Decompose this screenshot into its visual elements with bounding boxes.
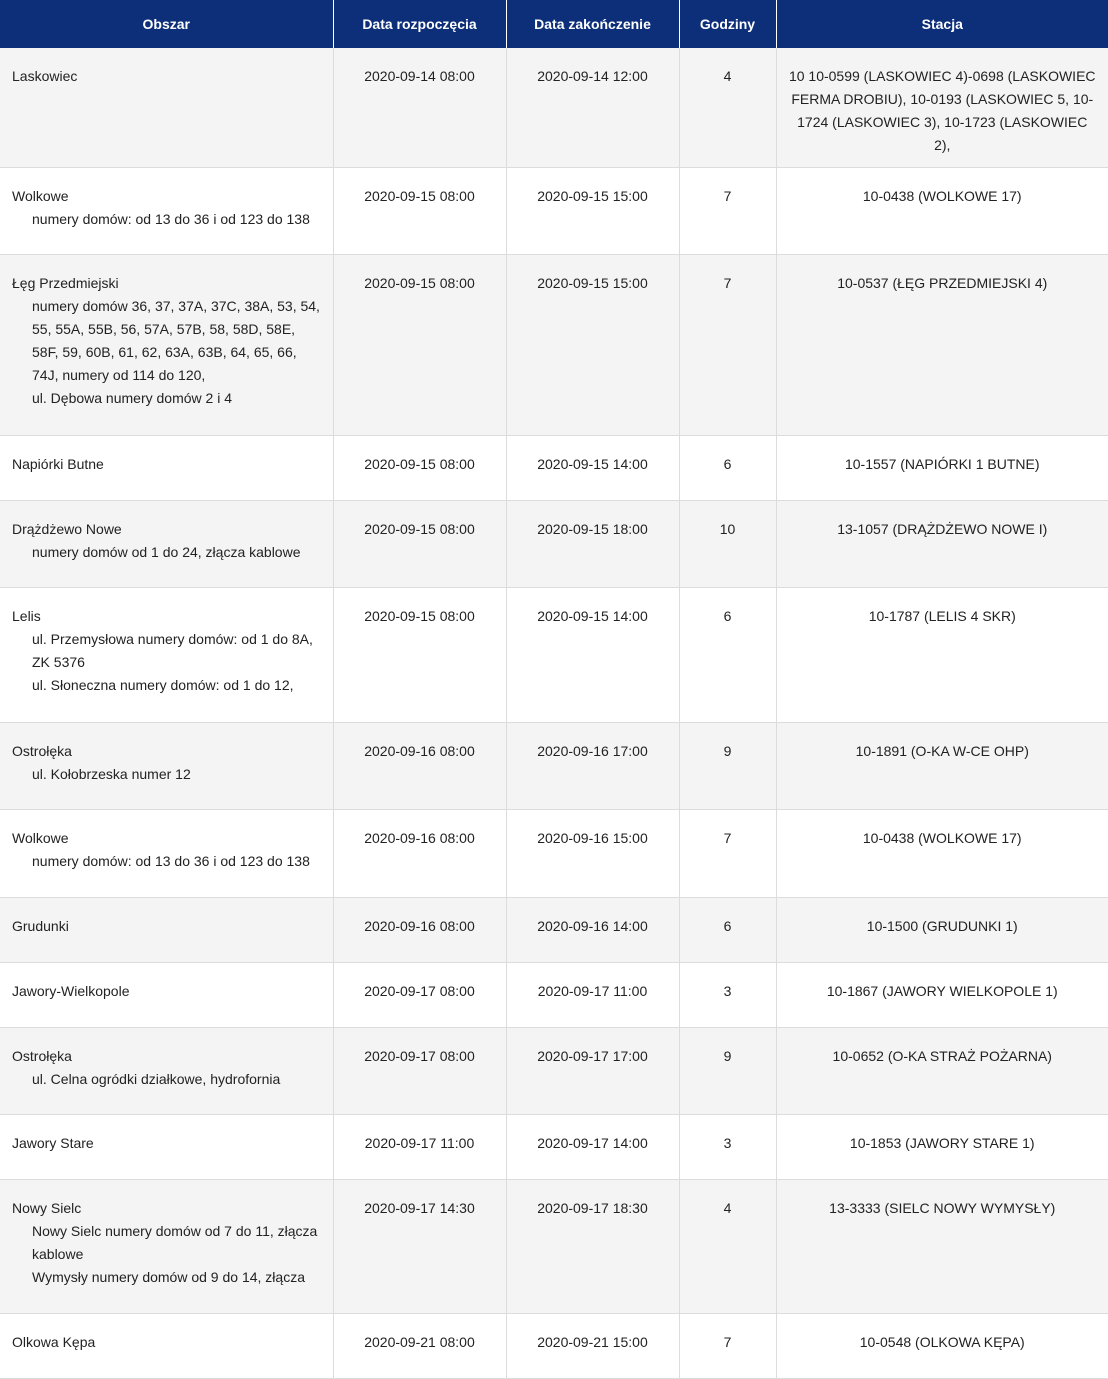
cell-station: 10-1891 (O-KA W-CE OHP) bbox=[776, 722, 1108, 809]
cell-hours: 6 bbox=[679, 587, 776, 722]
cell-hours: 7 bbox=[679, 254, 776, 435]
header-start: Data rozpoczęcia bbox=[333, 0, 506, 48]
cell-hours: 6 bbox=[679, 897, 776, 962]
cell-end: 2020-09-15 18:00 bbox=[506, 500, 679, 587]
table-row bbox=[0, 962, 1108, 1027]
cell-hours: 10 bbox=[679, 500, 776, 587]
cell-start: 2020-09-17 08:00 bbox=[333, 962, 506, 1027]
cell-area bbox=[0, 1179, 333, 1313]
area-name: Nowy Sielc bbox=[12, 1199, 82, 1216]
cell-hours: 7 bbox=[679, 167, 776, 254]
header-hours: Godziny bbox=[679, 0, 776, 48]
table-row bbox=[0, 254, 1108, 435]
cell-station: 10 10-0599 (LASKOWIEC 4)-0698 (LASKOWIEC FERMA DROBIU), 10-0193 (LASKOWIEC 5, 10-1724 (LASKOWIEC 3), 10-1723 (LASKOWIEC 2), bbox=[776, 48, 1108, 167]
cell-area bbox=[0, 167, 333, 254]
cell-station: 10-1500 (GRUDUNKI 1) bbox=[776, 897, 1108, 962]
area-detail: ul. Słoneczna numery domów: od 1 do 12, bbox=[32, 676, 294, 693]
cell-end: 2020-09-15 14:00 bbox=[506, 587, 679, 722]
cell-end: 2020-09-14 12:00 bbox=[506, 48, 679, 167]
table-row bbox=[0, 500, 1108, 587]
cell-area bbox=[0, 722, 333, 809]
cell-start: 2020-09-16 08:00 bbox=[333, 722, 506, 809]
area-detail: ul. Przemysłowa numery domów: od 1 do 8A, ZK 5376 bbox=[32, 630, 313, 670]
table-body bbox=[0, 48, 1108, 1378]
cell-station: 10-1557 (NAPIÓRKI 1 BUTNE) bbox=[776, 435, 1108, 500]
area-detail: numery domów od 1 do 24, złącza kablowe bbox=[32, 543, 301, 560]
cell-area bbox=[0, 962, 333, 1027]
cell-start: 2020-09-21 08:00 bbox=[333, 1313, 506, 1378]
cell-area bbox=[0, 254, 333, 435]
table-row bbox=[0, 1179, 1108, 1313]
cell-station: 10-1867 (JAWORY WIELKOPOLE 1) bbox=[776, 962, 1108, 1027]
cell-hours: 7 bbox=[679, 809, 776, 897]
cell-station: 10-0652 (O-KA STRAŻ POŻARNA) bbox=[776, 1027, 1108, 1114]
cell-station: 10-0548 (OLKOWA KĘPA) bbox=[776, 1313, 1108, 1378]
cell-station: 10-1787 (LELIS 4 SKR) bbox=[776, 587, 1108, 722]
area-name: Lelis bbox=[12, 607, 41, 624]
cell-hours: 9 bbox=[679, 1027, 776, 1114]
cell-start: 2020-09-15 08:00 bbox=[333, 500, 506, 587]
cell-start: 2020-09-16 08:00 bbox=[333, 809, 506, 897]
area-detail: ul. Dębowa numery domów 2 i 4 bbox=[32, 389, 232, 406]
cell-start: 2020-09-16 08:00 bbox=[333, 897, 506, 962]
table-row bbox=[0, 722, 1108, 809]
cell-hours: 7 bbox=[679, 1313, 776, 1378]
area-name: Ostrołęka bbox=[12, 1047, 72, 1064]
cell-end: 2020-09-16 14:00 bbox=[506, 897, 679, 962]
cell-start: 2020-09-15 08:00 bbox=[333, 167, 506, 254]
cell-start: 2020-09-15 08:00 bbox=[333, 587, 506, 722]
cell-start: 2020-09-17 08:00 bbox=[333, 1027, 506, 1114]
cell-end: 2020-09-17 14:00 bbox=[506, 1114, 679, 1179]
cell-area bbox=[0, 587, 333, 722]
area-name: Ostrołęka bbox=[12, 742, 72, 759]
table-row bbox=[0, 1027, 1108, 1114]
table-row bbox=[0, 587, 1108, 722]
cell-area bbox=[0, 1114, 333, 1179]
area-name: Łęg Przedmiejski bbox=[12, 274, 119, 291]
table-row bbox=[0, 435, 1108, 500]
cell-start: 2020-09-14 08:00 bbox=[333, 48, 506, 167]
cell-end: 2020-09-17 11:00 bbox=[506, 962, 679, 1027]
cell-hours: 3 bbox=[679, 1114, 776, 1179]
header-end: Data zakończenie bbox=[506, 0, 679, 48]
cell-station: 10-0438 (WOLKOWE 17) bbox=[776, 167, 1108, 254]
cell-hours: 6 bbox=[679, 435, 776, 500]
table-row bbox=[0, 167, 1108, 254]
cell-station: 10-0537 (ŁĘG PRZEDMIEJSKI 4) bbox=[776, 254, 1108, 435]
cell-area bbox=[0, 809, 333, 897]
table-row bbox=[0, 897, 1108, 962]
cell-end: 2020-09-15 14:00 bbox=[506, 435, 679, 500]
table-row bbox=[0, 1114, 1108, 1179]
area-detail: ul. Kołobrzeska numer 12 bbox=[32, 765, 191, 782]
area-name: Jawory Stare bbox=[12, 1134, 94, 1151]
area-name: Laskowiec bbox=[12, 68, 78, 84]
cell-start: 2020-09-17 14:30 bbox=[333, 1179, 506, 1313]
area-name: Grudunki bbox=[12, 917, 69, 934]
cell-hours: 3 bbox=[679, 962, 776, 1027]
cell-end: 2020-09-15 15:00 bbox=[506, 167, 679, 254]
cell-end: 2020-09-16 15:00 bbox=[506, 809, 679, 897]
table-header bbox=[0, 0, 1108, 48]
area-detail: numery domów: od 13 do 36 i od 123 do 138 bbox=[32, 210, 310, 227]
cell-end: 2020-09-16 17:00 bbox=[506, 722, 679, 809]
cell-start: 2020-09-15 08:00 bbox=[333, 435, 506, 500]
area-detail: numery domów: od 13 do 36 i od 123 do 138 bbox=[32, 852, 310, 869]
area-detail: numery domów 36, 37, 37A, 37C, 38A, 53, 54, 55, 55A, 55B, 56, 57A, 57B, 58, 58D, 58E, 58F, 59, 60B, 61, 62, 63A, 63B, 64, 65, 66, 74J, numery od 114 do 120, bbox=[32, 297, 320, 383]
cell-hours: 4 bbox=[679, 1179, 776, 1313]
cell-end: 2020-09-21 15:00 bbox=[506, 1313, 679, 1378]
cell-area bbox=[0, 435, 333, 500]
header-station: Stacja bbox=[776, 0, 1108, 48]
table-row bbox=[0, 809, 1108, 897]
cell-station: 10-0438 (WOLKOWE 17) bbox=[776, 809, 1108, 897]
area-detail: Wymysły numery domów od 9 do 14, złącza bbox=[32, 1268, 305, 1285]
cell-end: 2020-09-15 15:00 bbox=[506, 254, 679, 435]
area-name: Jawory-Wielkopole bbox=[12, 982, 130, 999]
area-detail: Nowy Sielc numery domów od 7 do 11, złącza kablowe bbox=[32, 1222, 318, 1262]
cell-hours: 9 bbox=[679, 722, 776, 809]
cell-start: 2020-09-17 11:00 bbox=[333, 1114, 506, 1179]
cell-end: 2020-09-17 18:30 bbox=[506, 1179, 679, 1313]
cell-area bbox=[0, 1027, 333, 1114]
cell-area bbox=[0, 500, 333, 587]
area-name: Napiórki Butne bbox=[12, 455, 104, 472]
cell-station: 10-1853 (JAWORY STARE 1) bbox=[776, 1114, 1108, 1179]
cell-area bbox=[0, 897, 333, 962]
cell-hours: 4 bbox=[679, 48, 776, 167]
cell-start: 2020-09-15 08:00 bbox=[333, 254, 506, 435]
cell-station: 13-1057 (DRĄŻDŻEWO NOWE I) bbox=[776, 500, 1108, 587]
area-detail: ul. Celna ogródki działkowe, hydrofornia bbox=[32, 1070, 281, 1087]
area-name: Wolkowe bbox=[12, 187, 69, 204]
cell-area bbox=[0, 1313, 333, 1378]
cell-station: 13-3333 (SIELC NOWY WYMYSŁY) bbox=[776, 1179, 1108, 1313]
cell-area bbox=[0, 48, 333, 167]
table-row bbox=[0, 48, 1108, 167]
area-name: Wolkowe bbox=[12, 829, 69, 846]
table-row bbox=[0, 1313, 1108, 1378]
header-area: Obszar bbox=[0, 0, 333, 48]
header-row bbox=[0, 0, 1108, 48]
area-name: Olkowa Kępa bbox=[12, 1333, 96, 1350]
cell-end: 2020-09-17 17:00 bbox=[506, 1027, 679, 1114]
area-name: Drążdżewo Nowe bbox=[12, 520, 122, 537]
